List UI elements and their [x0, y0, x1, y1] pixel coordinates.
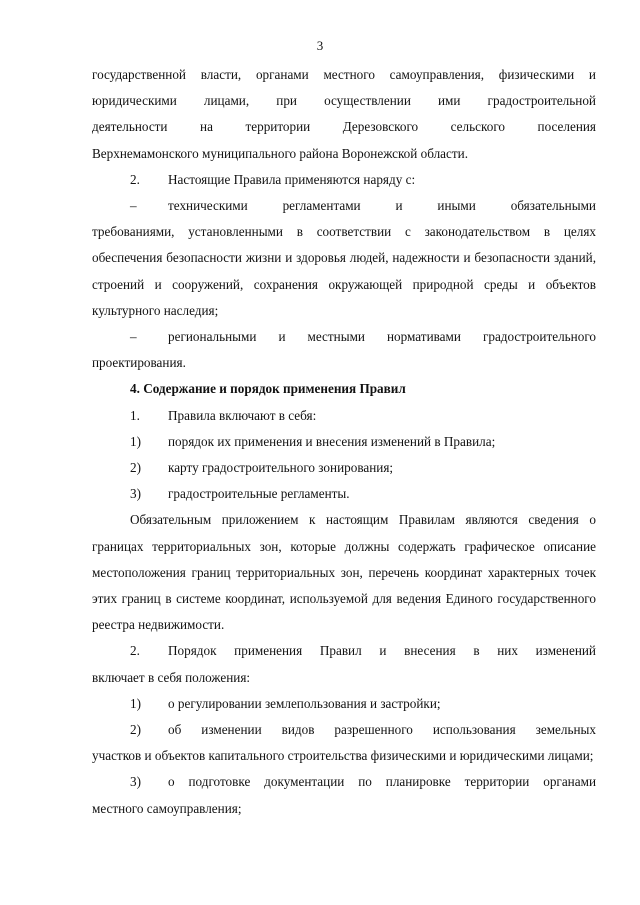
dash-marker: –	[130, 198, 137, 214]
item-text: региональными и местными нормативами градостроительного	[168, 329, 596, 345]
item-number: 2.	[130, 171, 140, 187]
item-text: порядок их применения и внесения изменений в Правила;	[168, 433, 496, 449]
item-text: градостроительные регламенты.	[168, 486, 350, 502]
page-number: 3	[316, 38, 324, 53]
dash-marker: –	[130, 329, 137, 345]
item-text: Настоящие Правила применяются наряду с:	[168, 171, 416, 187]
list-item	[92, 193, 596, 219]
item-number: 1)	[130, 433, 141, 449]
item-text: о подготовке документации по планировке территории органами	[168, 774, 596, 790]
list-item	[92, 324, 596, 350]
paragraph-line: Верхнемамонского муниципального района Воронежской области.	[92, 145, 469, 161]
item-number: 2)	[130, 722, 141, 738]
list-item	[92, 691, 596, 717]
item-text: об изменении видов разрешенного использования земельных	[168, 722, 596, 738]
item-number: 1)	[130, 695, 141, 711]
paragraph-line: деятельности на территории Дерезовского сельского поселения	[92, 119, 596, 135]
item-number: 2)	[130, 460, 141, 476]
item-number: 2.	[130, 643, 140, 659]
item-text: о регулировании землепользования и застройки;	[168, 695, 441, 711]
paragraph: Обязательным приложением к настоящим Правилам являются сведения о границах территориальных зон, которые должны содержать графическое описание местоположения границ территориальных зон, перечень координат характерных точек этих границ в системе координат, используемой для ведения Единого государственного реестра недвижимости.	[92, 512, 596, 633]
item-text: карту градостроительного зонирования;	[168, 460, 394, 476]
list-item	[92, 638, 596, 664]
list-item	[92, 717, 596, 743]
paragraph: включает в себя положения:	[92, 669, 251, 685]
paragraph-line: юридическими лицами, при осуществлении ими градостроительной	[92, 93, 596, 109]
paragraph: проектирования.	[92, 355, 186, 371]
list-item	[92, 769, 596, 795]
list-item	[92, 429, 596, 455]
paragraph: участков и объектов капитального строительства физическими и юридическими лицами;	[92, 748, 594, 764]
item-number: 3)	[130, 774, 141, 790]
list-item	[92, 167, 596, 193]
list-item	[92, 455, 596, 481]
item-number: 3)	[130, 486, 141, 502]
paragraph: местного самоуправления;	[92, 800, 242, 816]
paragraph: требованиями, установленными в соответствии с законодательством в целях обеспечения безопасности жизни и здоровья людей, надежности и безопасности зданий, строений и сооружений, сохранения окружающей природной среды и объектов культурного наследия;	[92, 224, 596, 318]
list-item	[92, 481, 596, 507]
paragraph-line: государственной власти, органами местного самоуправления, физическими и	[92, 67, 596, 82]
section-heading: 4. Содержание и порядок применения Правил	[130, 381, 406, 397]
item-number: 1.	[130, 407, 140, 423]
document-body	[92, 62, 596, 822]
item-text: техническими регламентами и иными обязательными	[168, 198, 596, 214]
item-text: Порядок применения Правил и внесения в них изменений	[168, 643, 596, 659]
list-item	[92, 403, 596, 429]
item-text: Правила включают в себя:	[168, 407, 317, 423]
